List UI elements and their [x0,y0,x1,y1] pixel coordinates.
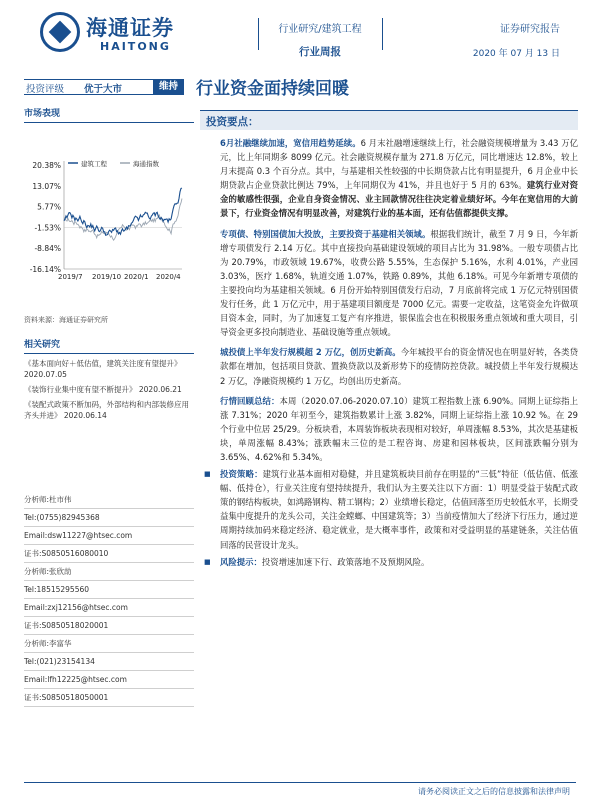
report-series: 证券研究报告 [500,24,560,35]
related-item-date: 2020.06.21 [138,385,182,394]
para-body: 6 月末社融增速继续上行，社会融资规模增量为 3.43 万亿元，比上年同期多 8099 亿元。社会融资规模存量为 271.8 万亿元，同比增速达 12.8%，较上月末提高 0.3 个百分点。其中，与基建相关性较强的中长期贷款占比有明显提升，6 月企业中长期贷款占企业贷款比例达 79%，上年同期仅为 41%，并且也好于 5 月的 63%。 [220,138,578,191]
header-center [270,20,370,59]
x-tick-label: 2020/4 [156,273,181,281]
bullet-strategy [200,467,578,552]
bullet-heading: 风险提示： [220,556,262,567]
paragraph-social-financing [200,136,578,221]
analyst-role: 分析师:张欣劼 [24,563,194,581]
related-list [24,358,194,421]
para-body: 本周（2020.07.06-2020.07.10）建筑工程指数上涨 6.90%。同期上证综指上涨 7.31%；2020 年初至今，建筑指数累计上涨 3.82%，同期上证综指上涨 10.92 %。在 29 个行业中位居 25/29。分板块看，本周装饰板块表现相对较好，单周涨幅 8.53%，其次是基建板块，单周涨幅 8.43%；涨跌幅末三位的是工程咨询、房建和园林板块，区间涨跌幅分别为 3.65%、4.62%和 5.34%。 [220,395,578,462]
section-divider [24,353,194,354]
footer-divider [24,782,576,783]
y-tick-label: -8.84% [34,244,61,254]
bullet-heading: 投资策略： [220,469,263,480]
report-date: 2020 年 07 月 13 日 [472,49,560,59]
analyst-cert: 证书:S0850518020001 [24,617,194,635]
bullet-body: 建筑行业基本面相对稳健，并且建筑板块目前存在明显的“三低”特征（低估值、低涨幅、低持仓），行业关注度有望持续提升，我们认为主要关注以下方面：1）明显受益于装配式政策的钢结构板块，如鸿路钢构、精工钢构；2）业绩增长稳定，估值回落至历史较低水平，长期受益集中度提升的龙头公司，关注金螳螂、中国建筑等；3）当前疫情加大了经济下行压力，通过逆周期持续加码来稳定经济、稳定就业，是大概率事件，政策和对受益明显的基建链条，关注估值回落的民营设计龙头。 [220,469,578,550]
left-column [24,106,194,707]
report-header [0,0,600,62]
x-tick-label: 2020/1 [124,273,149,281]
rating-label: 投资评级 [26,84,65,95]
header-divider [258,18,259,50]
rating-status-badge: 维持 [153,80,184,94]
para-body: 今年城投平台的资金情况也在明显好转，各类贷款都在增加，包括项目贷款、置换贷款以及新形势下的疫情防控贷款。城投债上半年发行规模达 2 万亿，净融资规模约 1 万亿，均创出历史新高。 [220,347,578,386]
market-chart-svg [24,129,194,289]
section-divider [24,122,194,123]
para-heading: 6月社融继续加速，宽信用趋势延续。 [220,138,361,148]
related-item-date: 2020.07.05 [24,370,67,379]
logo-english: HAITONG [100,40,171,53]
analyst-card [24,563,194,635]
x-tick-label: 2019/7 [58,273,83,281]
market-section-title: 市场表现 [24,109,61,119]
analyst-email[interactable]: Email:zxj12156@htsec.com [24,599,194,617]
analyst-tel: Tel:(0755)82945368 [24,509,194,527]
analyst-role: 分析师:李富华 [24,635,194,653]
chart-source: 资料来源：海通证券研究所 [24,316,108,324]
analyst-cert: 证书:S0850516080010 [24,545,194,563]
para-heading: 专项债、特别国债加大投放，主要投资于基建相关领域。 [220,228,431,239]
footer-disclaimer: 请务必阅读正文之后的信息披露和法律声明 [418,787,570,796]
page-title: 行业资金面持续回暖 [196,79,349,99]
para-heading: 行情回顾总结： [220,395,280,406]
report-category: 行业研究/建筑工程 [278,24,362,35]
analyst-role: 分析师:杜市伟 [24,491,194,509]
key-points-title: 投资要点： [200,110,578,130]
related-section-title: 相关研究 [24,340,61,350]
report-kind: 行业周报 [299,46,341,58]
header-divider [382,18,383,50]
y-tick-label: -1.53% [34,223,61,233]
analyst-email[interactable]: Email:dsw11227@htsec.com [24,527,194,545]
related-item[interactable] [24,358,194,380]
x-tick-label: 2019/10 [92,273,122,281]
haitong-emblem-icon [40,12,80,52]
y-tick-label: 20.38% [32,161,61,170]
related-item-title: 《基本面向好＋低估值，建筑关注度有望提升》 [24,359,182,368]
haitong-logo [40,12,190,56]
legend-label: 海通指数 [133,160,159,168]
bullet-body: 投资增速加速下行、政策落地不及预期风险。 [261,556,430,567]
key-points-column [200,110,578,569]
logo-chinese: 海通证券 [86,15,174,40]
analyst-card [24,491,194,563]
paragraph-market-review [200,394,578,464]
paragraph-chengtou-bonds [200,345,578,387]
para-emphasis: 建筑行业对资金的敏感性很强，企业自身资金情况、业主回款情况往往决定着业绩好坏。今年在宽信用的大前景下，行业资金情况有明显改善，对建筑行业的基本面，还有估值都提供支撑。 [220,180,579,219]
para-body: 根据我们统计，截至 7 月 9 日，今年新增专项债发行 2.14 万亿。其中直接投向基础建设领域的项目占比为 31.98%。一般专项债占比为 20.79%，市政领域 19.67%，收费公路 5.55%，生态保护 5.16%，水利 4.01%，产业园 3.03%，医疗 1.68%，轨道交通 1.07%，铁路 0.89%，其他 6.18%。可见今年新增专项债的主要投向均为基建相关领域。6 月份开始特别国债发行启动，7 月底前将完成 1 万亿元特别国债发行任务，此 1 万亿元中，用于基建项目额度是 7000 亿元。需要一定收益，这笔资金允许做项目资本金，同时，为了加速复工复产有序推进，银保监会也在积极服务重点领域和重大项目，引导资金更多投向制造业、基础设施等重点领域。 [220,228,578,338]
bullet-risk [200,555,578,569]
related-item[interactable] [24,384,194,395]
rating-bar [24,79,184,95]
analyst-tel: Tel:(021)23154134 [24,653,194,671]
y-tick-label: 13.07% [32,181,61,191]
rating-value: 优于大市 [84,84,123,95]
analyst-cert: 证书:S0850518050001 [24,689,194,707]
analyst-card [24,635,194,707]
related-item-title: 《装配式政策不断加码，外部结构和内部装修应用齐头并进》 [24,400,189,420]
header-right [473,20,560,59]
legend-label: 建筑工程 [81,160,107,168]
related-item[interactable] [24,399,194,421]
paragraph-special-bonds [200,227,578,340]
analyst-list [24,491,194,707]
market-chart [24,129,194,289]
y-tick-label: -16.14% [29,265,61,274]
analyst-email[interactable]: Email:lfh12225@htsec.com [24,671,194,689]
analyst-tel: Tel:18515295560 [24,581,194,599]
related-item-date: 2020.06.14 [63,411,107,420]
related-item-title: 《装饰行业集中度有望不断提升》 [24,385,137,394]
para-heading: 城投债上半年发行规模超 2 万亿，创历史新高。 [220,347,401,358]
y-tick-label: 5.77% [37,202,61,212]
